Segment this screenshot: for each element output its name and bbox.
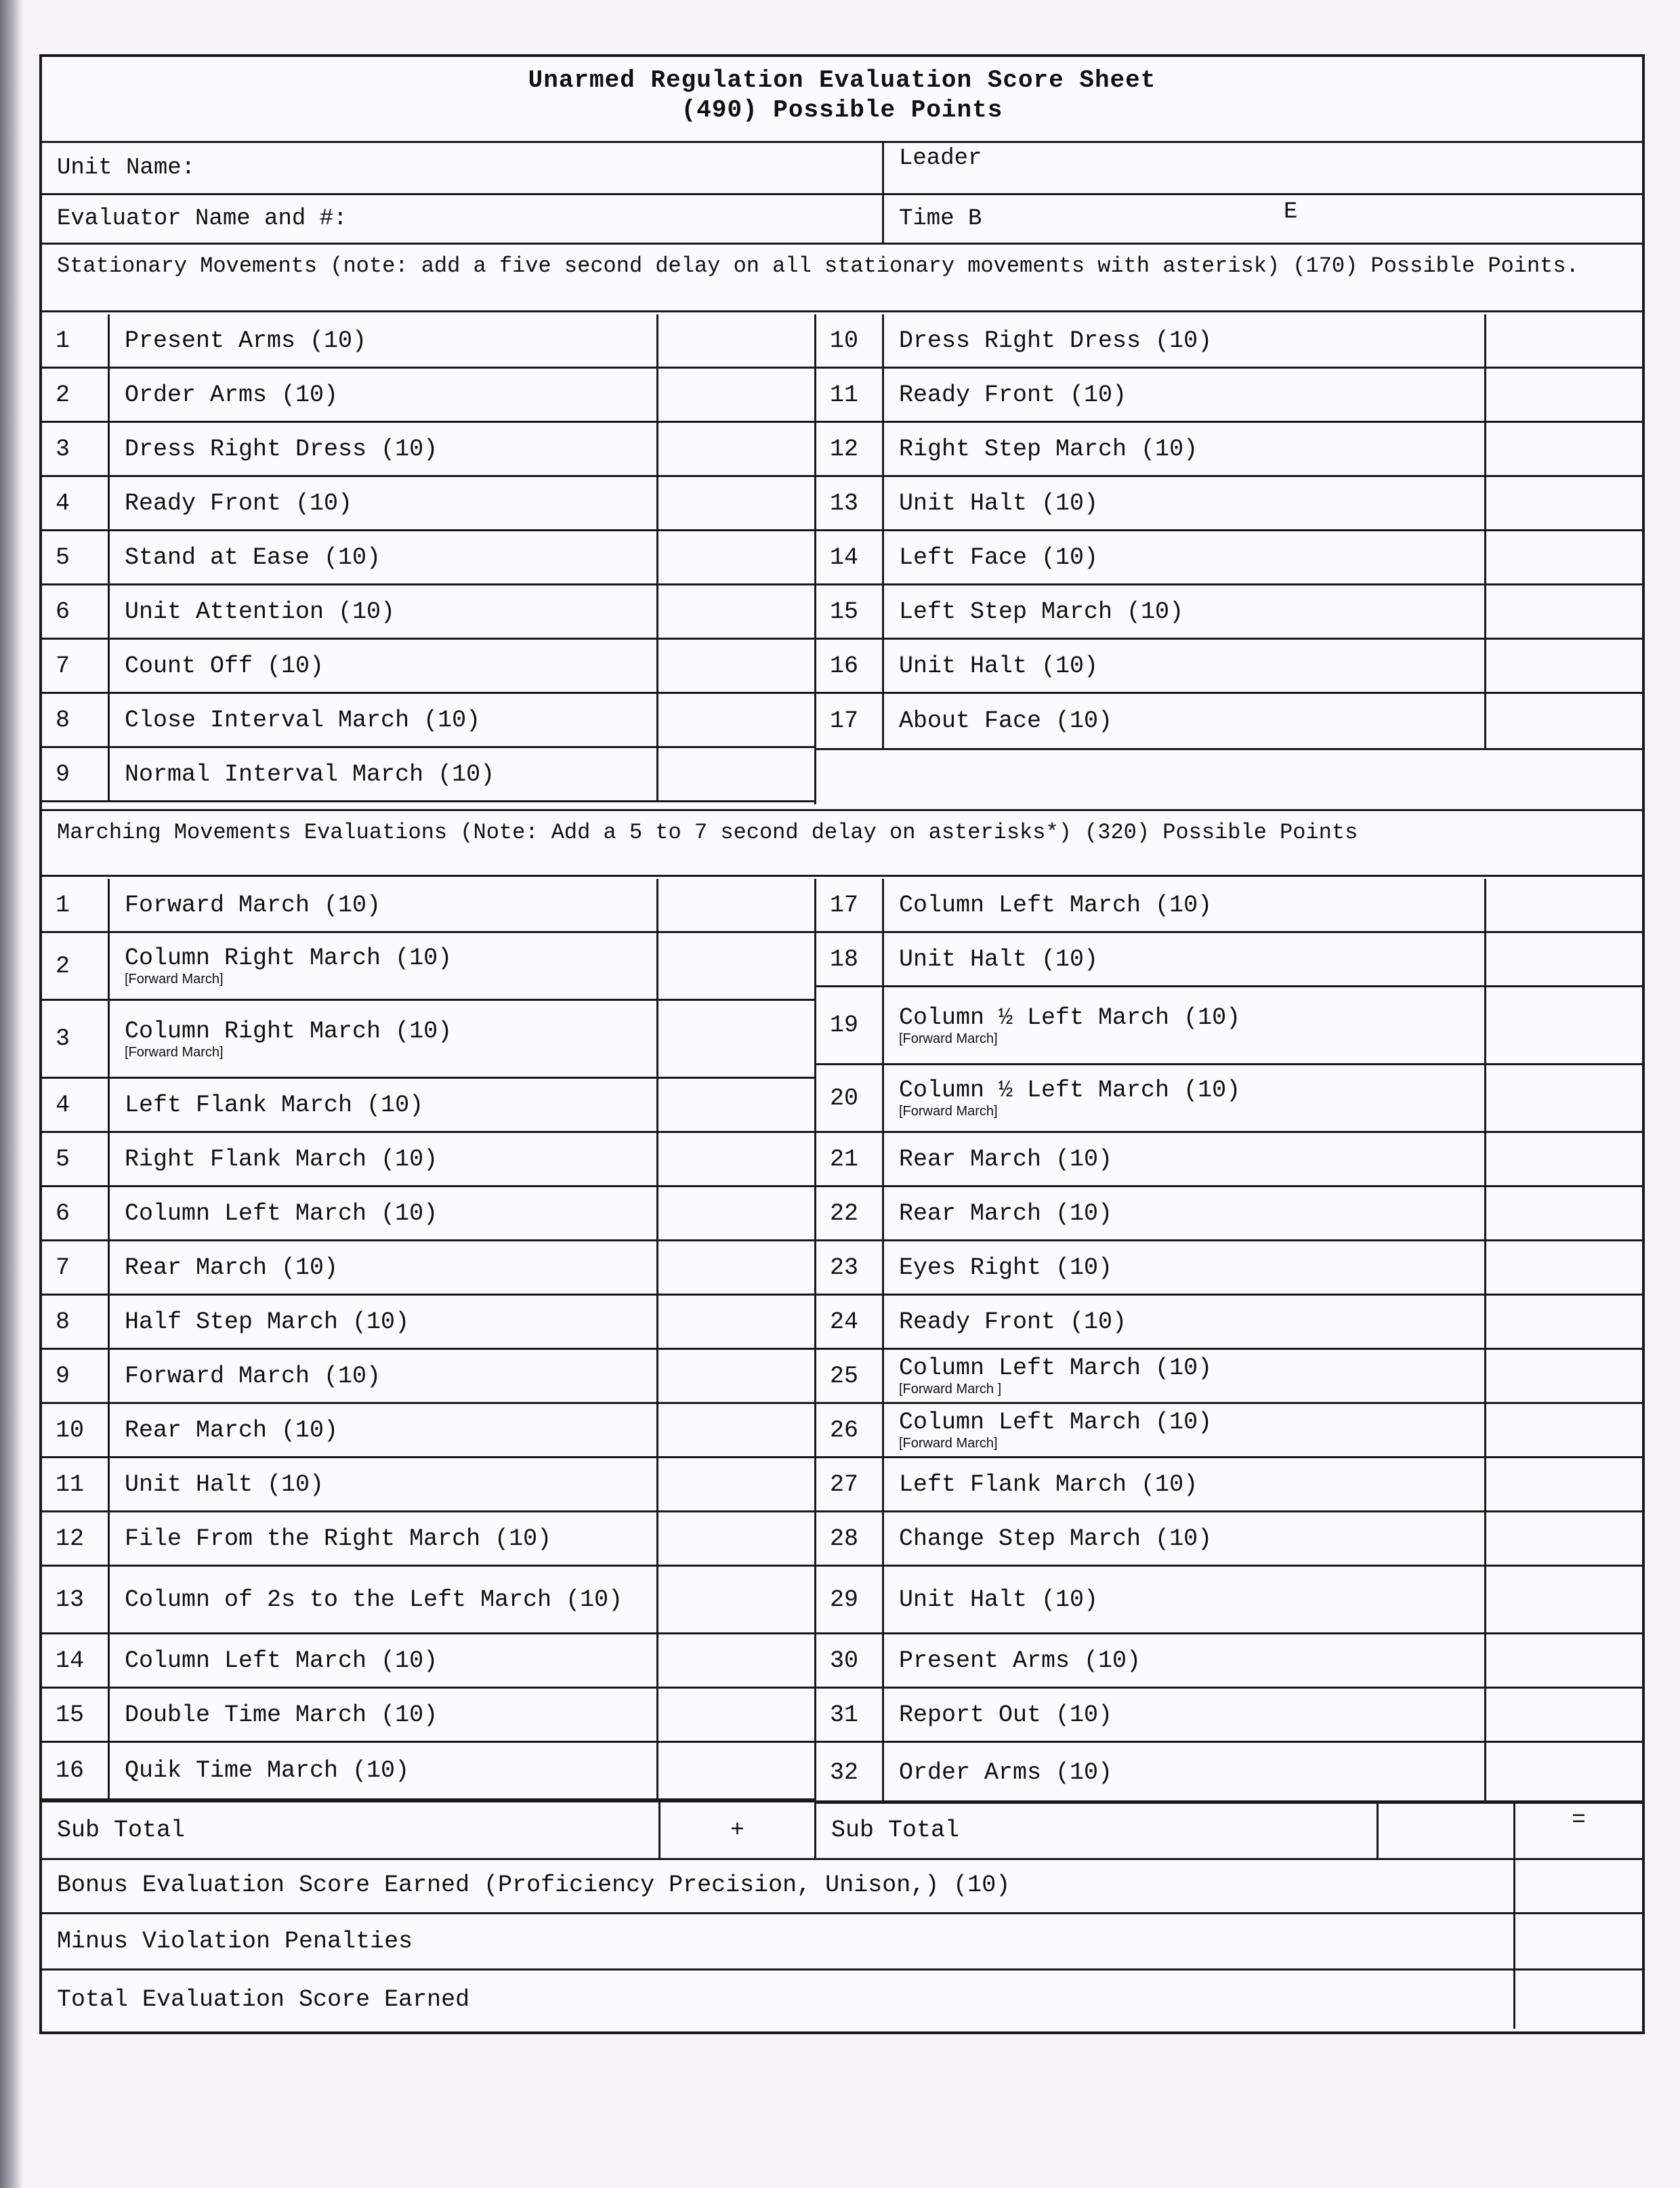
score-item-row [42, 531, 814, 585]
item-label: Right Flank March (10) [125, 1145, 438, 1173]
item-score-box[interactable] [1486, 369, 1642, 421]
item-label-cell [884, 314, 1486, 367]
score-item-row [816, 423, 1642, 477]
score-item-row [42, 1567, 814, 1634]
item-label-cell [884, 933, 1486, 985]
plus-sign: + [730, 1817, 744, 1844]
score-sheet [39, 54, 1645, 2034]
item-label: Unit Halt (10) [125, 1470, 324, 1498]
item-number: 8 [42, 1296, 110, 1348]
item-label-cell [110, 423, 658, 475]
score-item-row [42, 1350, 814, 1404]
item-label-cell [884, 585, 1486, 638]
item-label-cell [884, 477, 1486, 529]
item-number: 6 [42, 1187, 110, 1239]
item-label: Left Flank March (10) [899, 1470, 1198, 1498]
item-label-cell [110, 369, 658, 421]
item-number: 31 [816, 1689, 884, 1741]
evaluator-field[interactable] [42, 195, 897, 243]
item-score-box[interactable] [1486, 585, 1642, 638]
score-item-row [42, 1001, 814, 1079]
item-label: Unit Halt (10) [899, 945, 1099, 973]
item-label-cell [110, 1079, 658, 1131]
item-sublabel: [Forward March ] [899, 1382, 1002, 1397]
item-label: Column ½ Left March (10) [899, 1077, 1241, 1104]
item-number: 17 [816, 879, 884, 931]
leader-label: Leader [899, 146, 982, 171]
item-number: 4 [42, 1079, 110, 1131]
score-item-row [42, 694, 814, 748]
item-label-cell [110, 1689, 658, 1741]
item-score-box[interactable] [658, 423, 814, 475]
item-label: Half Step March (10) [125, 1308, 410, 1336]
item-number: 30 [816, 1634, 884, 1687]
item-label-cell [884, 694, 1486, 748]
item-label-cell [110, 1743, 658, 1798]
item-label: Column ½ Left March (10) [899, 1004, 1241, 1031]
equals-sign: = [1571, 1807, 1586, 1834]
item-label: Unit Attention (10) [125, 598, 396, 625]
subtotal-left-cell [42, 1802, 667, 1858]
item-score-box[interactable] [1486, 987, 1642, 1063]
item-label: File From the Right March (10) [125, 1525, 552, 1552]
item-number: 10 [816, 314, 884, 367]
item-score-box[interactable] [1486, 694, 1642, 748]
score-item-row [42, 1512, 814, 1567]
minus-score-box[interactable] [1515, 1914, 1642, 1968]
item-score-box[interactable] [658, 879, 814, 931]
stationary-note: Stationary Movements (note: add a five second delay on all stationary movements with asterisk) (170) Possible Points. [42, 245, 1642, 312]
score-item-row [816, 1634, 1642, 1689]
item-label: Stand at Ease (10) [125, 543, 381, 571]
item-label-cell [884, 1743, 1486, 1802]
item-label: Left Step March (10) [899, 598, 1184, 625]
unit-name-row [42, 143, 1642, 195]
item-score-box[interactable] [658, 1689, 814, 1741]
item-score-box[interactable] [658, 1241, 814, 1294]
score-item-row [816, 1567, 1642, 1634]
item-number: 7 [42, 1241, 110, 1294]
marching-grid [42, 879, 1642, 1800]
score-item-row [42, 369, 814, 423]
item-label: Report Out (10) [899, 1701, 1113, 1729]
score-item-row [816, 1187, 1642, 1241]
item-number: 1 [42, 314, 110, 367]
item-score-box[interactable] [1486, 1458, 1642, 1510]
item-label: Column Left March (10) [899, 1409, 1213, 1436]
item-number: 25 [816, 1350, 884, 1402]
item-label-cell [110, 1634, 658, 1687]
unit-name-field[interactable] [42, 143, 897, 193]
item-score-box[interactable] [1486, 1634, 1642, 1687]
item-number: 13 [816, 477, 884, 529]
item-score-box[interactable] [1486, 531, 1642, 583]
item-number: 14 [816, 531, 884, 583]
item-score-box[interactable] [658, 1187, 814, 1239]
item-number: 10 [42, 1404, 110, 1456]
subtotal-left-value[interactable] [660, 1802, 814, 1858]
item-label: Ready Front (10) [899, 381, 1127, 409]
item-score-box[interactable] [658, 640, 814, 692]
score-item-row [816, 987, 1642, 1065]
item-label-cell [884, 1241, 1486, 1294]
time-start-label: Time B [899, 206, 982, 232]
item-label-cell [884, 1404, 1486, 1456]
score-item-row [42, 1133, 814, 1187]
score-item-row [816, 314, 1642, 369]
leader-field[interactable] [884, 143, 1642, 193]
item-sublabel: [Forward March] [899, 1104, 998, 1119]
bonus-label: Bonus Evaluation Score Earned (Proficiency Precision, Unison,) (10) [57, 1872, 1011, 1899]
item-score-box[interactable] [1486, 423, 1642, 475]
item-score-box[interactable] [658, 1133, 814, 1185]
item-score-box[interactable] [658, 1350, 814, 1402]
item-label: Column Left March (10) [899, 1355, 1213, 1382]
score-item-row [816, 1133, 1642, 1187]
item-number: 32 [816, 1743, 884, 1802]
item-score-box[interactable] [658, 314, 814, 367]
item-label-cell [884, 1634, 1486, 1687]
score-item-row [816, 1458, 1642, 1512]
item-label: Present Arms (10) [125, 327, 367, 354]
score-item-row [816, 369, 1642, 423]
item-label: Close Interval March (10) [125, 706, 481, 734]
item-number: 11 [816, 369, 884, 421]
score-item-row [816, 1743, 1642, 1804]
item-label: Order Arms (10) [899, 1758, 1113, 1786]
item-label-cell [884, 987, 1486, 1063]
item-number: 2 [42, 933, 110, 999]
item-sublabel: [Forward March] [125, 972, 224, 987]
item-label: Column Left March (10) [125, 1647, 438, 1674]
item-score-box[interactable] [1486, 1296, 1642, 1348]
subtotal-right-value[interactable] [1379, 1802, 1522, 1858]
item-label-cell [884, 879, 1486, 931]
item-label-cell [110, 1512, 658, 1565]
item-score-box[interactable] [658, 585, 814, 638]
item-label: Column Left March (10) [899, 891, 1213, 919]
item-score-box[interactable] [1486, 1133, 1642, 1185]
item-score-box[interactable] [1486, 1512, 1642, 1565]
item-number: 3 [42, 423, 110, 475]
item-label: Column Right March (10) [125, 1017, 453, 1045]
item-label-cell [884, 531, 1486, 583]
sheet-title [42, 57, 1642, 143]
item-score-box[interactable] [658, 531, 814, 583]
score-item-row [42, 1079, 814, 1133]
item-number: 13 [42, 1567, 110, 1632]
item-label: Dress Right Dress (10) [899, 327, 1213, 354]
item-label: Unit Halt (10) [899, 1586, 1099, 1613]
item-label: Count Off (10) [125, 652, 324, 680]
score-item-row [816, 1241, 1642, 1296]
score-item-row [42, 585, 814, 640]
score-item-row [42, 1689, 814, 1743]
score-item-row [42, 1187, 814, 1241]
score-item-row [42, 1296, 814, 1350]
item-label: Unit Halt (10) [899, 489, 1099, 517]
time-end-label: E [1284, 199, 1298, 225]
item-number: 2 [42, 369, 110, 421]
bonus-label-cell [42, 1858, 1513, 1912]
item-label-cell [884, 1458, 1486, 1510]
bonus-row [42, 1858, 1642, 1914]
item-number: 1 [42, 879, 110, 931]
item-score-box[interactable] [658, 1743, 814, 1798]
item-number: 26 [816, 1404, 884, 1456]
score-item-row [42, 748, 814, 802]
score-item-row [42, 879, 814, 933]
subtotal-right-cell [816, 1802, 1278, 1858]
minus-label: Minus Violation Penalties [57, 1928, 413, 1955]
item-label-cell [884, 1065, 1486, 1131]
item-score-box[interactable] [1486, 1065, 1642, 1131]
item-number: 24 [816, 1296, 884, 1348]
score-item-row [816, 640, 1642, 694]
item-score-box[interactable] [1486, 1350, 1642, 1402]
item-score-box[interactable] [658, 369, 814, 421]
title-line-1: Unarmed Regulation Evaluation Score Sheet [528, 66, 1156, 94]
item-label: Present Arms (10) [899, 1647, 1141, 1674]
marching-note: Marching Movements Evaluations (Note: Add a 5 to 7 second delay on asterisks*) (320) Possible Points [42, 809, 1642, 877]
score-item-row [42, 477, 814, 531]
item-number: 5 [42, 531, 110, 583]
item-label-cell [110, 585, 658, 638]
item-label: Right Step March (10) [899, 435, 1198, 463]
item-number: 15 [816, 585, 884, 638]
item-label: Column Left March (10) [125, 1199, 438, 1227]
item-number: 28 [816, 1512, 884, 1565]
time-field[interactable] [884, 195, 1642, 243]
score-item-row [816, 1065, 1642, 1133]
item-label-cell [884, 1512, 1486, 1565]
item-score-box[interactable] [658, 1512, 814, 1565]
item-sublabel: [Forward March] [899, 1031, 998, 1046]
item-number: 27 [816, 1458, 884, 1510]
item-label: Quik Time March (10) [125, 1757, 410, 1784]
item-number: 23 [816, 1241, 884, 1294]
item-number: 16 [816, 640, 884, 692]
item-score-box[interactable] [658, 1296, 814, 1348]
page-binding-shadow [0, 0, 23, 2188]
item-label-cell [884, 640, 1486, 692]
item-number: 22 [816, 1187, 884, 1239]
item-score-box[interactable] [1486, 933, 1642, 985]
score-item-row [816, 1689, 1642, 1743]
item-label: About Face (10) [899, 707, 1113, 735]
score-item-row [42, 640, 814, 694]
score-item-row [42, 1743, 814, 1800]
total-label: Total Evaluation Score Earned [57, 1986, 470, 2013]
item-label-cell [884, 369, 1486, 421]
subtotal-row [42, 1800, 1642, 1860]
item-score-box[interactable] [658, 1079, 814, 1131]
score-item-row [816, 1512, 1642, 1567]
item-score-box[interactable] [1486, 1241, 1642, 1294]
item-label: Order Arms (10) [125, 381, 339, 409]
item-score-box[interactable] [658, 1001, 814, 1077]
item-score-box[interactable] [658, 933, 814, 999]
item-number: 9 [42, 748, 110, 800]
item-score-box[interactable] [1486, 879, 1642, 931]
item-label-cell [110, 1567, 658, 1632]
score-item-row [816, 694, 1642, 750]
item-score-box[interactable] [1486, 477, 1642, 529]
score-item-row [816, 477, 1642, 531]
score-item-row [42, 314, 814, 369]
item-label-cell [110, 1001, 658, 1077]
item-number: 9 [42, 1350, 110, 1402]
grand-subtotal-value[interactable] [1515, 1802, 1642, 1858]
item-number: 18 [816, 933, 884, 985]
item-number: 16 [42, 1743, 110, 1798]
item-label-cell [884, 1187, 1486, 1239]
item-sublabel: [Forward March] [899, 1436, 998, 1451]
item-label: Rear March (10) [899, 1145, 1113, 1173]
item-label-cell [884, 1350, 1486, 1402]
minus-row [42, 1914, 1642, 1970]
item-label-cell [884, 1689, 1486, 1741]
item-label: Unit Halt (10) [899, 652, 1099, 680]
item-score-box[interactable] [1486, 1404, 1642, 1456]
item-number: 6 [42, 585, 110, 638]
total-label-cell [42, 1970, 1513, 2029]
item-label: Left Face (10) [899, 543, 1099, 571]
item-number: 4 [42, 477, 110, 529]
score-item-row [816, 933, 1642, 987]
item-label-cell [884, 1567, 1486, 1632]
item-number: 21 [816, 1133, 884, 1185]
item-label-cell [884, 1133, 1486, 1185]
item-label-cell [110, 1350, 658, 1402]
item-score-box[interactable] [658, 477, 814, 529]
bonus-score-box[interactable] [1515, 1858, 1642, 1912]
item-label: Dress Right Dress (10) [125, 435, 438, 463]
item-label-cell [110, 694, 658, 746]
item-score-box[interactable] [658, 748, 814, 800]
minus-label-cell [42, 1914, 1513, 1968]
item-label: Rear March (10) [899, 1199, 1113, 1227]
item-score-box[interactable] [1486, 1743, 1642, 1802]
item-sublabel: [Forward March] [125, 1044, 224, 1060]
item-number: 20 [816, 1065, 884, 1131]
item-label: Forward March (10) [125, 891, 381, 919]
item-label: Rear March (10) [125, 1254, 339, 1281]
item-label-cell [110, 933, 658, 999]
item-score-box[interactable] [658, 1567, 814, 1632]
total-score-box[interactable] [1515, 1970, 1642, 2029]
item-label: Forward March (10) [125, 1362, 381, 1390]
score-item-row [42, 1404, 814, 1458]
score-item-row [42, 1458, 814, 1512]
unit-name-label: Unit Name: [57, 155, 196, 181]
score-item-row [816, 1296, 1642, 1350]
item-number: 19 [816, 987, 884, 1063]
item-label-cell [110, 879, 658, 931]
item-score-box[interactable] [658, 1404, 814, 1456]
item-label-cell [884, 423, 1486, 475]
item-label-cell [884, 1296, 1486, 1348]
item-label-cell [110, 1133, 658, 1185]
item-label-cell [110, 1404, 658, 1456]
item-label: Normal Interval March (10) [125, 760, 495, 788]
score-item-row [42, 1634, 814, 1689]
score-item-row [816, 1404, 1642, 1458]
total-row [42, 1970, 1642, 2029]
score-item-row [816, 585, 1642, 640]
evaluator-label: Evaluator Name and #: [57, 206, 348, 232]
item-score-box[interactable] [658, 1458, 814, 1510]
item-label-cell [110, 477, 658, 529]
item-label-cell [110, 1187, 658, 1239]
item-label: Rear March (10) [125, 1416, 339, 1444]
item-number: 11 [42, 1458, 110, 1510]
score-item-row [816, 531, 1642, 585]
item-label-cell [110, 314, 658, 367]
item-label: Ready Front (10) [125, 489, 353, 517]
item-label-cell [110, 1458, 658, 1510]
item-score-box[interactable] [658, 1634, 814, 1687]
item-score-box[interactable] [1486, 314, 1642, 367]
item-label-cell [110, 1296, 658, 1348]
item-label-cell [110, 1241, 658, 1294]
item-score-box[interactable] [1486, 640, 1642, 692]
evaluator-row [42, 195, 1642, 245]
item-score-box[interactable] [1486, 1567, 1642, 1632]
stationary-grid [42, 314, 1642, 863]
item-number: 12 [42, 1512, 110, 1565]
item-score-box[interactable] [1486, 1689, 1642, 1741]
item-label: Column of 2s to the Left March (10) [125, 1586, 623, 1613]
item-score-box[interactable] [1486, 1187, 1642, 1239]
item-number: 15 [42, 1689, 110, 1741]
item-label: Change Step March (10) [899, 1525, 1213, 1552]
item-label: Column Right March (10) [125, 945, 453, 972]
score-item-row [816, 1350, 1642, 1404]
item-label: Double Time March (10) [125, 1701, 438, 1729]
subtotal-left-label: Sub Total [57, 1817, 186, 1844]
score-item-row [42, 1241, 814, 1296]
item-number: 5 [42, 1133, 110, 1185]
item-number: 14 [42, 1634, 110, 1687]
item-number: 8 [42, 694, 110, 746]
score-item-row [42, 933, 814, 1001]
subtotal-right-label: Sub Total [831, 1817, 960, 1844]
item-score-box[interactable] [658, 694, 814, 746]
item-label-cell [110, 748, 658, 800]
item-label-cell [110, 531, 658, 583]
item-label-cell [110, 640, 658, 692]
item-number: 17 [816, 694, 884, 748]
item-label: Eyes Right (10) [899, 1254, 1113, 1281]
title-line-2: (490) Possible Points [681, 96, 1003, 124]
item-number: 29 [816, 1567, 884, 1632]
item-number: 7 [42, 640, 110, 692]
item-label: Left Flank March (10) [125, 1091, 424, 1119]
score-item-row [816, 879, 1642, 933]
score-item-row [42, 423, 814, 477]
item-number: 12 [816, 423, 884, 475]
item-label: Ready Front (10) [899, 1308, 1127, 1336]
item-number: 3 [42, 1001, 110, 1077]
